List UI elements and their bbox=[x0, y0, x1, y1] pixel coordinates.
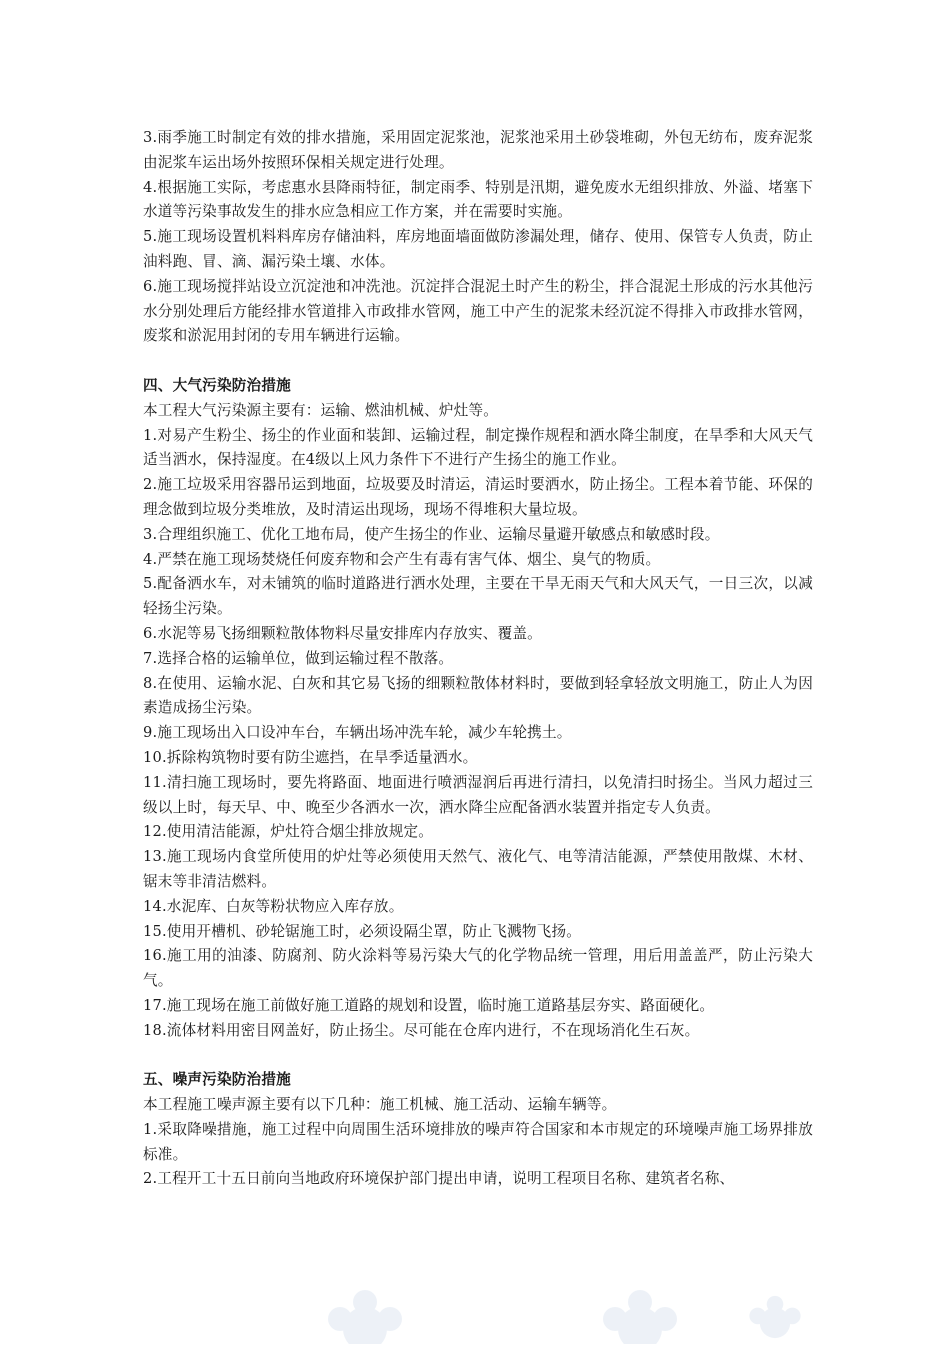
section-intro: 本工程大气污染源主要有：运输、燃油机械、炉灶等。 bbox=[143, 401, 499, 419]
paragraph: 6.施工现场搅拌站设立沉淀池和冲洗池。沉淀拌合混泥土时产生的粉尘，拌合混泥土形成的污水其他污水分别处理后方能经排水管道排入市政排水管网，施工中产生的泥浆未经沉淀不得排入市政排水管网，废浆和淤泥用封闭的专用车辆进行运输。 bbox=[143, 277, 813, 345]
list-item: 6.水泥等易飞扬细颗粒散体物料尽量安排库内存放实、覆盖。 bbox=[143, 624, 542, 642]
list-item: 1.采取降噪措施，施工过程中向周围生活环境排放的噪声符合国家和本市规定的环境噪声施工场界排放标准。 bbox=[143, 1120, 813, 1163]
list-item: 18.流体材料用密目网盖好，防止扬尘。尽可能在仓库内进行，不在现场消化生石灰。 bbox=[143, 1021, 700, 1039]
list-item: 1.对易产生粉尘、扬尘的作业面和装卸、运输过程，制定操作规程和洒水降尘制度，在旱季和大风天气适当洒水，保持湿度。在4级以上风力条件下不进行产生扬尘的施工作业。 bbox=[143, 426, 813, 469]
list-item: 2.工程开工十五日前向当地政府环境保护部门提出申请，说明工程项目名称、建筑者名称、 bbox=[143, 1170, 735, 1188]
list-item: 3.合理组织施工、优化工地布局，使产生扬尘的作业、运输尽量避开敏感点和敏感时段。 bbox=[143, 525, 720, 543]
snowflake-logo-icon bbox=[575, 1274, 705, 1344]
section-heading: 五、噪声污染防治措施 bbox=[143, 1071, 291, 1089]
list-item: 16.施工用的油漆、防腐剂、防火涂料等易污染大气的化学物品统一管理，用后用盖盖严，防止污染大气。 bbox=[143, 947, 813, 990]
list-item: 11.清扫施工现场时，要先将路面、地面进行喷洒湿润后再进行清扫，以免清扫时扬尘。当风力超过三级以上时，每天早、中、晚至少各洒水一次，洒水降尘应配备洒水装置并指定专人负责。 bbox=[143, 773, 813, 816]
section-air-pollution bbox=[143, 374, 813, 1044]
list-item: 2.施工垃圾采用容器吊运到地面，垃圾要及时清运，清运时要洒水，防止扬尘。工程本着节能、环保的理念做到垃圾分类堆放，及时清运出现场，现场不得堆积大量垃圾。 bbox=[143, 476, 813, 518]
list-item: 14.水泥库、白灰等粉状物应入库存放。 bbox=[143, 897, 404, 915]
paragraph: 4.根据施工实际，考虑惠水县降雨特征，制定雨季、特别是汛期，避免废水无组织排放、外溢、堵塞下水道等污染事故发生的排水应急相应工作方案，并在需要时实施。 bbox=[143, 178, 813, 221]
list-item: 13.施工现场内食堂所使用的炉灶等必须使用天然气、液化气、电等清洁能源，严禁使用散煤、木材、锯末等非清洁燃料。 bbox=[143, 848, 813, 890]
water-measures-block bbox=[143, 126, 813, 349]
list-item: 4.严禁在施工现场焚烧任何废弃物和会产生有毒有害气体、烟尘、臭气的物质。 bbox=[143, 550, 661, 568]
list-item: 7.选择合格的运输单位，做到运输过程不散落。 bbox=[143, 649, 454, 667]
document-body bbox=[143, 126, 813, 1192]
list-item: 10.拆除构筑物时要有防尘遮挡，在旱季适量洒水。 bbox=[143, 748, 478, 766]
list-item: 5.配备洒水车，对未铺筑的临时道路进行洒水处理，主要在干旱无雨天气和大风天气，一日三次，以减轻扬尘污染。 bbox=[143, 575, 813, 618]
list-item: 17.施工现场在施工前做好施工道路的规划和设置，临时施工道路基层夯实、路面硬化。 bbox=[143, 996, 715, 1014]
section-heading: 四、大气污染防治措施 bbox=[143, 376, 291, 394]
list-item: 15.使用开槽机、砂轮锯施工时，必须设隔尘罩，防止飞溅物飞扬。 bbox=[143, 922, 582, 940]
list-item: 12.使用清洁能源，炉灶符合烟尘排放规定。 bbox=[143, 823, 434, 841]
snowflake-logo-icon bbox=[730, 1274, 820, 1344]
section-intro: 本工程施工噪声源主要有以下几种：施工机械、施工活动、运输车辆等。 bbox=[143, 1096, 617, 1114]
list-item: 9.施工现场出入口设冲车台，车辆出场冲洗车轮，减少车轮携土。 bbox=[143, 724, 572, 742]
paragraph: 3.雨季施工时制定有效的排水措施，采用固定泥浆池，泥浆池采用土砂袋堆砌，外包无纺布，废弃泥浆由泥浆车运出场外按照环保相关规定进行处理。 bbox=[143, 129, 813, 171]
list-item: 8.在使用、运输水泥、白灰和其它易飞扬的细颗粒散体材料时，要做到轻拿轻放文明施工，防止人为因素造成扬尘污染。 bbox=[143, 674, 813, 717]
section-noise-pollution bbox=[143, 1068, 813, 1192]
snowflake-logo-icon bbox=[300, 1274, 430, 1344]
paragraph: 5.施工现场设置机料料库房存储油料，库房地面墙面做防渗漏处理，储存、使用、保管专人负责，防止油料跑、冒、滴、漏污染土壤、水体。 bbox=[143, 228, 813, 270]
